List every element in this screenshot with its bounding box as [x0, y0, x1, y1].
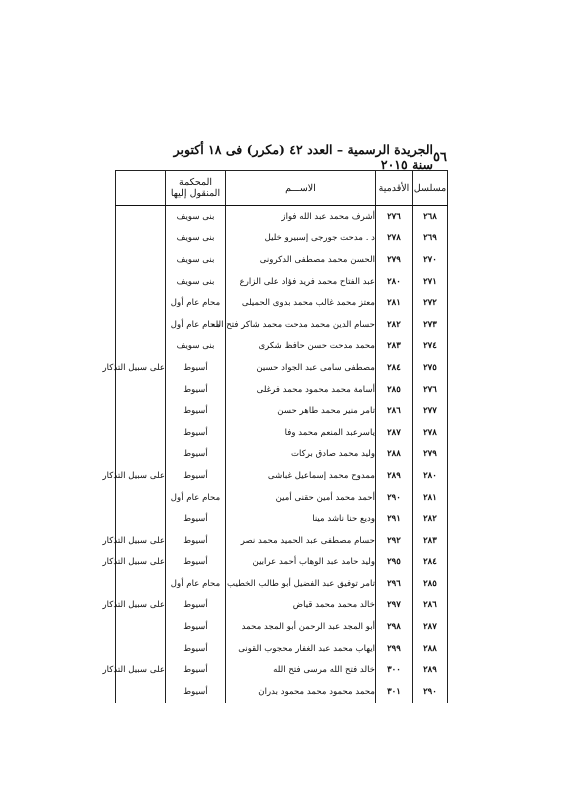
cell-notes — [116, 400, 166, 422]
cell-court: بنى سويف — [166, 206, 226, 228]
cell-name: تامر منير محمد طاهر حسن — [226, 400, 376, 422]
cell-notes — [116, 422, 166, 444]
cell-serial: ٢٨٦ — [413, 595, 448, 617]
cell-name: ياسرعبد المنعم محمد وفا — [226, 422, 376, 444]
cell-court: أسيوط — [166, 422, 226, 444]
cell-court: أسيوط — [166, 508, 226, 530]
cell-court: أسيوط — [166, 444, 226, 466]
cell-serial: ٢٦٩ — [413, 228, 448, 250]
cell-notes: على سبيل التذكار — [116, 552, 166, 574]
cell-seniority: ٢٨٢ — [376, 314, 413, 336]
cell-serial: ٢٧٦ — [413, 379, 448, 401]
cell-seniority: ٢٧٩ — [376, 249, 413, 271]
cell-seniority: ٢٩٦ — [376, 573, 413, 595]
table-row — [116, 271, 448, 293]
cell-name: حسام الدين محمد مدحت محمد شاكر فتح الله — [226, 314, 376, 336]
cell-name: ممدوح محمد إسماعيل غباشى — [226, 465, 376, 487]
cell-name: وليد محمد صادق بركات — [226, 444, 376, 466]
cell-seniority: ٢٨٨ — [376, 444, 413, 466]
cell-court: محام عام أول — [166, 314, 226, 336]
column-header-serial: مسلسل — [413, 171, 448, 206]
cell-name: أسامة محمد محمود محمد فرغلى — [226, 379, 376, 401]
table-row — [116, 616, 448, 638]
cell-seniority: ٢٨٣ — [376, 336, 413, 358]
cell-seniority: ٣٠١ — [376, 681, 413, 703]
cell-notes — [116, 638, 166, 660]
cell-serial: ٢٧٥ — [413, 357, 448, 379]
cell-seniority: ٢٩٢ — [376, 530, 413, 552]
transfers-table — [102, 170, 448, 703]
table-row — [116, 508, 448, 530]
cell-name: الحسن محمد مصطفى الدكرونى — [226, 249, 376, 271]
column-header-court: المحكمة المنقول إليها — [166, 171, 226, 206]
cell-name: خالد فتح الله مرسى فتح الله — [226, 659, 376, 681]
cell-serial: ٢٨٣ — [413, 530, 448, 552]
cell-court: أسيوط — [166, 681, 226, 703]
cell-notes — [116, 444, 166, 466]
table-row — [116, 638, 448, 660]
cell-serial: ٢٧٧ — [413, 400, 448, 422]
cell-name: حسام مصطفى عبد الحميد محمد نصر — [226, 530, 376, 552]
cell-court: بنى سويف — [166, 336, 226, 358]
cell-seniority: ٣٠٠ — [376, 659, 413, 681]
cell-seniority: ٢٩١ — [376, 508, 413, 530]
cell-serial: ٢٨٢ — [413, 508, 448, 530]
cell-serial: ٢٧٢ — [413, 292, 448, 314]
cell-name: مصطفى سامى عبد الجواد حسين — [226, 357, 376, 379]
cell-notes — [116, 314, 166, 336]
cell-seniority: ٢٨١ — [376, 292, 413, 314]
cell-serial: ٢٧٩ — [413, 444, 448, 466]
cell-seniority: ٢٨٩ — [376, 465, 413, 487]
table-row — [116, 487, 448, 509]
table-row — [116, 336, 448, 358]
table-body — [102, 206, 448, 703]
table-row — [116, 595, 448, 617]
cell-name: ايهاب محمد عبد الغفار محجوب القونى — [226, 638, 376, 660]
cell-seniority: ٢٧٨ — [376, 228, 413, 250]
table-row — [116, 444, 448, 466]
cell-serial: ٢٧١ — [413, 271, 448, 293]
table-row — [116, 206, 448, 228]
cell-court: أسيوط — [166, 659, 226, 681]
cell-court: أسيوط — [166, 552, 226, 574]
page-header — [155, 142, 447, 172]
cell-court: بنى سويف — [166, 271, 226, 293]
cell-court: بنى سويف — [166, 249, 226, 271]
cell-seniority: ٢٩٧ — [376, 595, 413, 617]
cell-court: أسيوط — [166, 638, 226, 660]
cell-seniority: ٢٩٨ — [376, 616, 413, 638]
cell-notes — [116, 681, 166, 703]
table-row — [116, 659, 448, 681]
gazette-title: الجريدة الرسمية – العدد ٤٢ (مكرر) فى ١٨ أكتوبر سنة ٢٠١٥ — [173, 142, 434, 172]
cell-name: وليد حامد عبد الوهاب أحمد عرابين — [226, 552, 376, 574]
cell-court: محام عام أول — [166, 487, 226, 509]
cell-seniority: ٢٨٥ — [376, 379, 413, 401]
cell-serial: ٢٨١ — [413, 487, 448, 509]
cell-serial: ٢٨٠ — [413, 465, 448, 487]
cell-notes — [116, 508, 166, 530]
cell-serial: ٢٧٤ — [413, 336, 448, 358]
cell-serial: ٢٦٨ — [413, 206, 448, 228]
cell-notes — [116, 573, 166, 595]
cell-serial: ٢٨٧ — [413, 616, 448, 638]
table-row — [116, 379, 448, 401]
table-row — [116, 573, 448, 595]
cell-notes: على سبيل التذكار — [116, 530, 166, 552]
page-number: ٥٦ — [433, 149, 447, 165]
column-header-seniority: الأقدمية — [376, 171, 413, 206]
cell-notes: على سبيل التذكار — [116, 357, 166, 379]
cell-court: أسيوط — [166, 400, 226, 422]
cell-serial: ٢٧٨ — [413, 422, 448, 444]
table-row — [116, 249, 448, 271]
cell-seniority: ٢٧٦ — [376, 206, 413, 228]
cell-serial: ٢٨٨ — [413, 638, 448, 660]
cell-name: معتز محمد غالب محمد بدوى الحميلى — [226, 292, 376, 314]
cell-serial: ٢٧٠ — [413, 249, 448, 271]
cell-court: أسيوط — [166, 379, 226, 401]
table-header-row — [116, 171, 448, 206]
cell-court: أسيوط — [166, 357, 226, 379]
cell-notes: على سبيل التذكار — [116, 659, 166, 681]
cell-court: محام عام أول — [166, 292, 226, 314]
cell-serial: ٢٨٤ — [413, 552, 448, 574]
cell-court: بنى سويف — [166, 228, 226, 250]
table-row — [116, 228, 448, 250]
cell-notes — [116, 249, 166, 271]
cell-court: أسيوط — [166, 465, 226, 487]
cell-court: أسيوط — [166, 530, 226, 552]
cell-notes — [116, 228, 166, 250]
table-row — [116, 400, 448, 422]
cell-serial: ٢٨٩ — [413, 659, 448, 681]
cell-name: خالد محمد محمد قياض — [226, 595, 376, 617]
cell-name: أبو المجد عبد الرحمن أبو المجد محمد — [226, 616, 376, 638]
cell-notes: على سبيل التذكار — [116, 465, 166, 487]
table-row — [116, 552, 448, 574]
cell-court: أسيوط — [166, 616, 226, 638]
column-header-notes — [116, 171, 166, 206]
table-row — [116, 465, 448, 487]
cell-name: عبد الفتاح محمد فريد فؤاد على الزارع — [226, 271, 376, 293]
cell-name: أحمد محمد أمين حقنى أمين — [226, 487, 376, 509]
cell-notes — [116, 487, 166, 509]
cell-serial: ٢٧٣ — [413, 314, 448, 336]
table-row — [116, 357, 448, 379]
table-row — [116, 530, 448, 552]
cell-name: د . مدحت جورجى إسبيرو خليل — [226, 228, 376, 250]
cell-seniority: ٢٩٥ — [376, 552, 413, 574]
table-row — [116, 314, 448, 336]
column-header-name: الاســـم — [226, 171, 376, 206]
cell-notes — [116, 271, 166, 293]
cell-seniority: ٢٨٤ — [376, 357, 413, 379]
cell-name: تامر توفيق عبد الفضيل أبو طالب الخطيب — [226, 573, 376, 595]
cell-seniority: ٢٨٦ — [376, 400, 413, 422]
cell-court: محام عام أول — [166, 573, 226, 595]
cell-name: محمد مدحت حسن حافظ شكرى — [226, 336, 376, 358]
cell-seniority: ٢٨٠ — [376, 271, 413, 293]
cell-seniority: ٢٩٠ — [376, 487, 413, 509]
cell-serial: ٢٨٥ — [413, 573, 448, 595]
cell-notes: على سبيل التذكار — [116, 595, 166, 617]
cell-name: محمد محمود محمد محمود بدران — [226, 681, 376, 703]
cell-serial: ٢٩٠ — [413, 681, 448, 703]
table-row — [116, 292, 448, 314]
table-row — [116, 422, 448, 444]
cell-seniority: ٢٩٩ — [376, 638, 413, 660]
cell-seniority: ٢٨٧ — [376, 422, 413, 444]
cell-notes — [116, 379, 166, 401]
cell-notes — [116, 292, 166, 314]
cell-name: أشرف محمد عبد الله فواز — [226, 206, 376, 228]
cell-notes — [116, 336, 166, 358]
cell-notes — [116, 616, 166, 638]
cell-court: أسيوط — [166, 595, 226, 617]
table-row — [116, 681, 448, 703]
cell-name: وديع حنا ناشد مينا — [226, 508, 376, 530]
cell-notes — [116, 206, 166, 228]
